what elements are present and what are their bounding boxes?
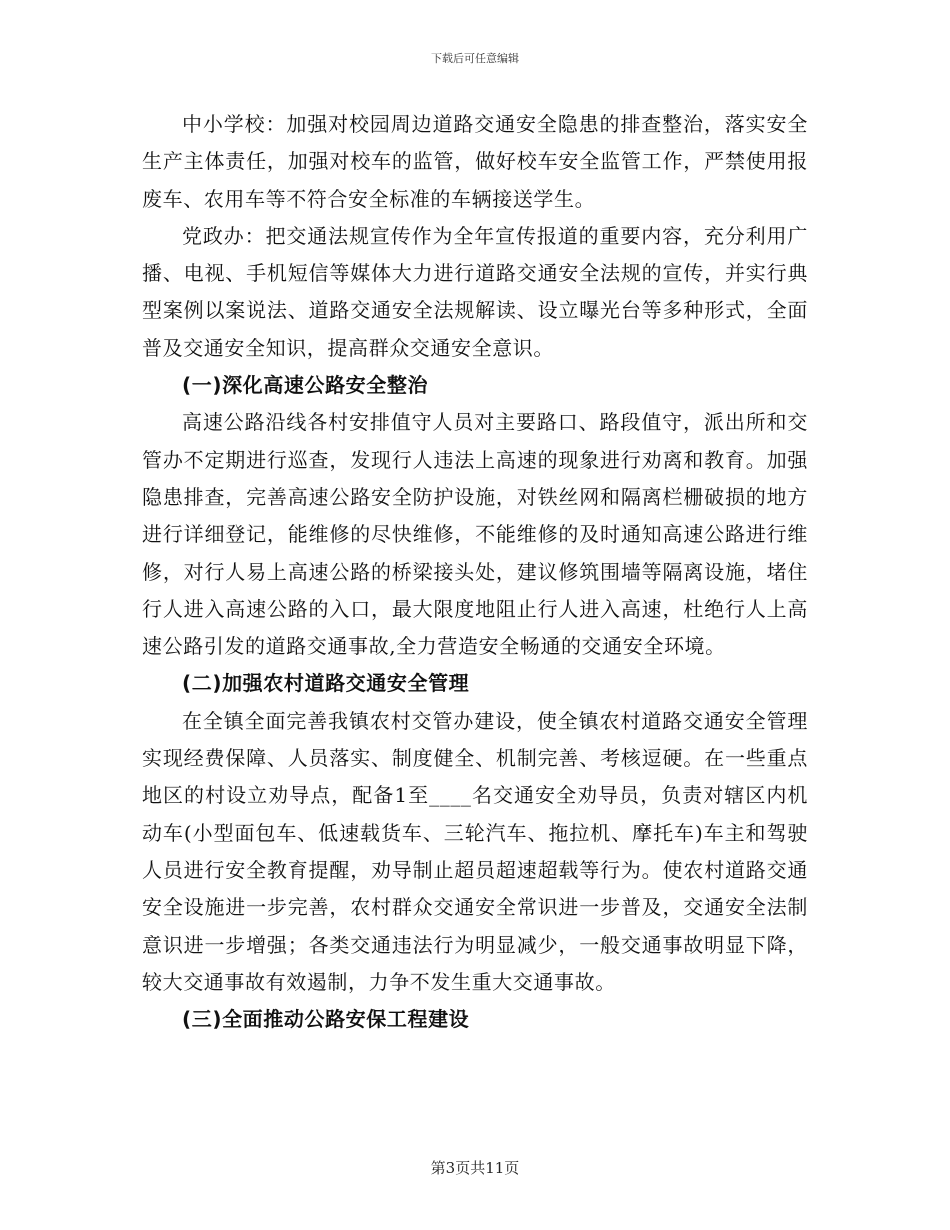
paragraph-rural-roads: 在全镇全面完善我镇农村交管办建设，使全镇农村道路交通安全管理实现经费保障、人员落实、制度健全、机制完善、考核逗硬。在一些重点地区的村设立劝导点，配备1至____名交通安全劝导员，负责对辖区内机动车(小型面包车、低速载货车、三轮汽车、拖拉机、摩托车)车主和驾驶人员进行安全教育提醒，劝导制止超员超速超载等行为。使农村道路交通安全设施进一步完善，农村群众交通安全常识进一步普及，交通安全法制意识进一步增强；各类交通违法行为明显减少，一般交通事故明显下降，较大交通事故有效遏制，力争不发生重大交通事故。 — [142, 708, 808, 994]
section-heading-1: (一)深化高速公路安全整治 — [182, 373, 429, 398]
page-header: 下载后可任意编辑 — [431, 52, 519, 65]
section-heading-3: (三)全面推动公路安保工程建设 — [182, 1007, 470, 1032]
paragraph-highway: 高速公路沿线各村安排值守人员对主要路口、路段值守，派出所和交管办不定期进行巡查，发现行人违法上高速的现象进行劝离和教育。加强隐患排查，完善高速公路安全防护设施，对铁丝网和隔离栏栅破损的地方进行详细登记，能维修的尽快维修，不能维修的及时通知高速公路进行维修，对行人易上高速公路的桥梁接头处，建议修筑围墙等隔离设施，堵住行人进入高速公路的入口，最大限度地阻止行人进入高速，杜绝行人上高速公路引发的道路交通事故,全力营造安全畅通的交通安全环境。 — [142, 410, 808, 659]
paragraph-schools: 中小学校：加强对校园周边道路交通安全隐患的排查整治，落实安全生产主体责任，加强对校车的监管，做好校车安全监管工作，严禁使用报废车、农用车等不符合安全标准的车辆接送学生。 — [142, 112, 808, 211]
section-heading-2: (二)加强农村道路交通安全管理 — [182, 671, 470, 696]
document-body — [142, 106, 808, 1038]
paragraph-party-office: 党政办：把交通法规宣传作为全年宣传报道的重要内容，充分利用广播、电视、手机短信等媒体大力进行道路交通安全法规的宣传，并实行典型案例以案说法、道路交通安全法规解读、设立曝光台等多种形式，全面普及交通安全知识，提高群众交通安全意识。 — [142, 223, 808, 360]
page-footer: 第3页共11页 — [430, 1159, 520, 1177]
